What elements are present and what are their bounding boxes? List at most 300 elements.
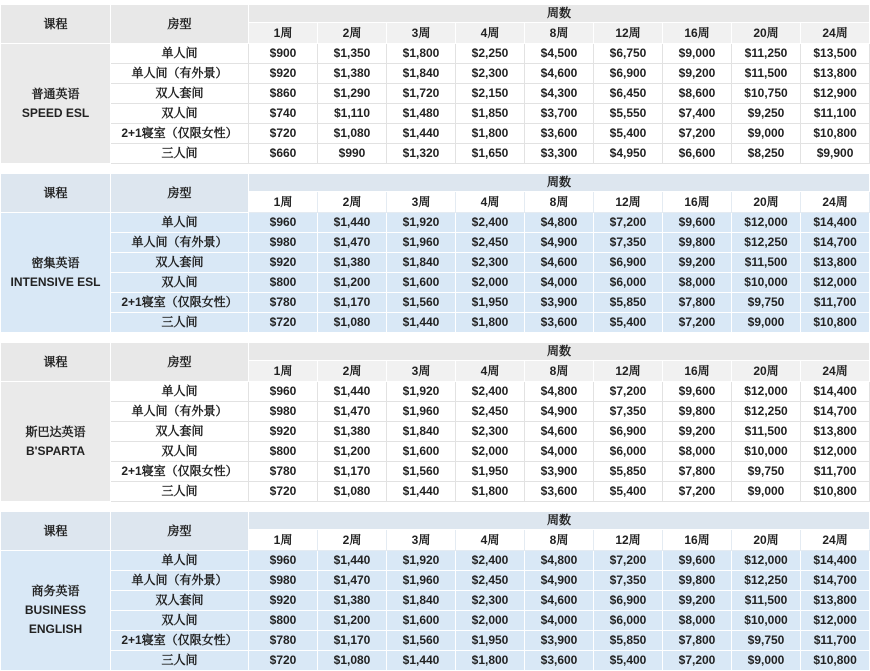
price-cell: $4,900: [525, 402, 594, 422]
price-cell: $9,750: [732, 631, 801, 651]
price-cell: $1,440: [387, 313, 456, 333]
header-row-groups: [1, 174, 870, 192]
price-cell: $10,000: [732, 611, 801, 631]
price-cell: $920: [249, 591, 318, 611]
price-cell: $1,200: [318, 611, 387, 631]
room-type-cell: 三人间: [111, 313, 249, 333]
price-cell: $1,350: [318, 44, 387, 64]
price-cell: $9,200: [663, 64, 732, 84]
price-cell: $4,900: [525, 233, 594, 253]
price-cell: $9,200: [663, 591, 732, 611]
price-cell: $1,560: [387, 293, 456, 313]
price-cell: $1,080: [318, 651, 387, 671]
course-column-header: 课程: [1, 343, 111, 382]
price-cell: $1,600: [387, 611, 456, 631]
price-cell: $1,380: [318, 591, 387, 611]
price-cell: $5,400: [594, 313, 663, 333]
price-cell: $11,100: [801, 104, 870, 124]
price-cell: $4,000: [525, 273, 594, 293]
price-cell: $2,400: [456, 382, 525, 402]
course-name-line: 斯巴达英语: [25, 424, 86, 439]
price-cell: $11,700: [801, 293, 870, 313]
price-cell: $12,000: [801, 611, 870, 631]
price-cell: $1,560: [387, 631, 456, 651]
price-cell: $11,250: [732, 44, 801, 64]
table-header: [1, 5, 870, 44]
price-cell: $9,750: [732, 462, 801, 482]
price-cell: $8,000: [663, 442, 732, 462]
table-row: [1, 611, 870, 631]
table-row: [1, 313, 870, 333]
price-cell: $4,800: [525, 213, 594, 233]
weeks-group-header: 周数: [249, 174, 870, 192]
price-cell: $9,200: [663, 422, 732, 442]
course-name-line: 密集英语: [31, 255, 80, 270]
price-table-2: [0, 173, 870, 333]
price-cell: $1,200: [318, 273, 387, 293]
price-cell: $1,380: [318, 253, 387, 273]
price-cell: $10,800: [801, 313, 870, 333]
price-cell: $3,300: [525, 144, 594, 164]
price-cell: $2,400: [456, 213, 525, 233]
course-name-line: 商务英语: [31, 584, 80, 598]
week-column-header: 3周: [387, 361, 456, 382]
price-cell: $6,900: [594, 591, 663, 611]
room-type-cell: 2+1寝室（仅限女性）: [111, 124, 249, 144]
price-cell: $2,150: [456, 84, 525, 104]
price-cell: $5,400: [594, 651, 663, 671]
week-column-header: 2周: [318, 361, 387, 382]
week-column-header: 4周: [456, 23, 525, 44]
room-type-cell: 三人间: [111, 651, 249, 671]
table-row: [1, 651, 870, 671]
price-cell: $9,000: [732, 482, 801, 502]
price-cell: $1,920: [387, 551, 456, 571]
price-cell: $740: [249, 104, 318, 124]
price-cell: $1,650: [456, 144, 525, 164]
price-cell: $4,500: [525, 44, 594, 64]
price-cell: $3,600: [525, 313, 594, 333]
price-cell: $1,960: [387, 402, 456, 422]
week-column-header: 20周: [732, 23, 801, 44]
price-cell: $1,440: [387, 651, 456, 671]
price-cell: $1,200: [318, 442, 387, 462]
price-cell: $1,440: [387, 124, 456, 144]
course-name-line: INTENSIVE ESL: [10, 274, 101, 289]
price-cell: $1,480: [387, 104, 456, 124]
price-cell: $2,450: [456, 233, 525, 253]
price-cell: $1,800: [456, 313, 525, 333]
table-row: [1, 253, 870, 273]
price-cell: $2,400: [456, 551, 525, 571]
course-name-line: B'SPARTA: [25, 443, 86, 458]
price-cell: $14,400: [801, 213, 870, 233]
price-cell: $7,400: [663, 104, 732, 124]
table-row: [1, 591, 870, 611]
room-type-cell: 双人套间: [111, 253, 249, 273]
week-column-header: 1周: [249, 361, 318, 382]
price-cell: $6,000: [594, 273, 663, 293]
course-name-line: SPEED ESL: [21, 105, 90, 120]
table-row: [1, 64, 870, 84]
price-cell: $7,200: [663, 313, 732, 333]
price-table-3: [0, 342, 870, 502]
price-cell: $2,000: [456, 442, 525, 462]
price-cell: $2,450: [456, 571, 525, 591]
price-cell: $1,800: [387, 44, 456, 64]
price-cell: $4,600: [525, 591, 594, 611]
price-cell: $12,000: [801, 273, 870, 293]
price-cell: $1,920: [387, 382, 456, 402]
week-column-header: 2周: [318, 192, 387, 213]
price-cell: $9,750: [732, 293, 801, 313]
price-cell: $920: [249, 64, 318, 84]
price-cell: $7,350: [594, 233, 663, 253]
price-cell: $800: [249, 611, 318, 631]
price-cell: $6,000: [594, 442, 663, 462]
week-column-header: 12周: [594, 530, 663, 551]
price-cell: $14,700: [801, 402, 870, 422]
week-column-header: 24周: [801, 361, 870, 382]
price-cell: $9,600: [663, 382, 732, 402]
price-cell: $1,960: [387, 571, 456, 591]
room-type-cell: 三人间: [111, 482, 249, 502]
room-type-cell: 双人间: [111, 611, 249, 631]
header-row-groups: [1, 512, 870, 530]
week-column-header: 8周: [525, 361, 594, 382]
price-cell: $12,000: [732, 213, 801, 233]
price-cell: $980: [249, 402, 318, 422]
table-row: [1, 84, 870, 104]
price-cell: $1,560: [387, 462, 456, 482]
price-cell: $8,250: [732, 144, 801, 164]
price-cell: $960: [249, 551, 318, 571]
week-column-header: 3周: [387, 530, 456, 551]
price-cell: $13,500: [801, 44, 870, 64]
price-cell: $12,250: [732, 233, 801, 253]
price-cell: $7,200: [663, 124, 732, 144]
price-cell: $7,350: [594, 571, 663, 591]
week-column-header: 12周: [594, 361, 663, 382]
price-cell: $1,720: [387, 84, 456, 104]
course-name-line: ENGLISH: [28, 622, 83, 636]
price-cell: $9,800: [663, 402, 732, 422]
room-type-cell: 单人间（有外景）: [111, 233, 249, 253]
price-cell: $3,900: [525, 631, 594, 651]
week-column-header: 8周: [525, 530, 594, 551]
price-cell: $1,470: [318, 402, 387, 422]
room-type-cell: 双人间: [111, 442, 249, 462]
price-cell: $1,950: [456, 631, 525, 651]
room-type-cell: 单人间: [111, 382, 249, 402]
price-cell: $1,170: [318, 462, 387, 482]
table-header: [1, 174, 870, 213]
price-cell: $3,600: [525, 124, 594, 144]
price-table-4: [0, 511, 870, 671]
table-row: [1, 402, 870, 422]
price-cell: $13,800: [801, 422, 870, 442]
price-cell: $14,700: [801, 233, 870, 253]
price-cell: $14,700: [801, 571, 870, 591]
price-cell: $12,900: [801, 84, 870, 104]
price-cell: $1,110: [318, 104, 387, 124]
price-cell: $4,950: [594, 144, 663, 164]
price-cell: $7,200: [594, 382, 663, 402]
table-row: [1, 482, 870, 502]
price-cell: $9,800: [663, 571, 732, 591]
price-cell: $1,320: [387, 144, 456, 164]
price-cell: $1,920: [387, 213, 456, 233]
week-column-header: 24周: [801, 192, 870, 213]
price-cell: $920: [249, 422, 318, 442]
price-cell: $6,900: [594, 64, 663, 84]
price-cell: $1,470: [318, 571, 387, 591]
price-cell: $1,440: [318, 382, 387, 402]
price-cell: $1,380: [318, 64, 387, 84]
price-cell: $1,470: [318, 233, 387, 253]
price-cell: $8,600: [663, 84, 732, 104]
price-cell: $2,300: [456, 591, 525, 611]
course-name-line: 普通英语: [31, 86, 80, 101]
price-cell: $1,850: [456, 104, 525, 124]
price-table-1: [0, 4, 870, 164]
price-cell: $13,800: [801, 591, 870, 611]
table-body: [1, 44, 870, 164]
price-cell: $980: [249, 233, 318, 253]
price-cell: $2,000: [456, 611, 525, 631]
course-name-cell: [1, 44, 111, 164]
weeks-group-header: 周数: [249, 512, 870, 530]
price-cell: $4,600: [525, 253, 594, 273]
price-cell: $7,800: [663, 462, 732, 482]
price-cell: $2,300: [456, 64, 525, 84]
weeks-group-header: 周数: [249, 5, 870, 23]
room-type-cell: 单人间: [111, 44, 249, 64]
price-cell: $12,250: [732, 402, 801, 422]
price-cell: $1,080: [318, 482, 387, 502]
price-cell: $13,800: [801, 64, 870, 84]
price-cell: $6,600: [663, 144, 732, 164]
price-cell: $1,600: [387, 273, 456, 293]
price-cell: $12,000: [801, 442, 870, 462]
table-row: [1, 462, 870, 482]
table-body: [1, 213, 870, 333]
week-column-header: 12周: [594, 23, 663, 44]
price-cell: $800: [249, 442, 318, 462]
table-row: [1, 571, 870, 591]
course-column-header: 课程: [1, 512, 111, 551]
price-cell: $1,440: [318, 551, 387, 571]
week-column-header: 20周: [732, 361, 801, 382]
table-row: [1, 213, 870, 233]
table-header: [1, 512, 870, 551]
week-column-header: 24周: [801, 530, 870, 551]
price-cell: $6,750: [594, 44, 663, 64]
price-cell: $1,600: [387, 442, 456, 462]
week-column-header: 16周: [663, 23, 732, 44]
price-cell: $720: [249, 482, 318, 502]
room-type-cell: 双人间: [111, 104, 249, 124]
week-column-header: 4周: [456, 530, 525, 551]
price-cell: $660: [249, 144, 318, 164]
price-cell: $10,000: [732, 442, 801, 462]
price-cell: $9,800: [663, 233, 732, 253]
room-type-cell: 单人间（有外景）: [111, 402, 249, 422]
table-row: [1, 44, 870, 64]
week-column-header: 24周: [801, 23, 870, 44]
room-column-header: 房型: [111, 343, 249, 382]
price-cell: $4,600: [525, 422, 594, 442]
price-cell: $11,700: [801, 631, 870, 651]
price-cell: $1,800: [456, 651, 525, 671]
room-type-cell: 单人间（有外景）: [111, 571, 249, 591]
price-cell: $9,900: [801, 144, 870, 164]
price-cell: $11,700: [801, 462, 870, 482]
price-cell: $9,200: [663, 253, 732, 273]
table-row: [1, 422, 870, 442]
week-column-header: 16周: [663, 192, 732, 213]
course-name-cell: [1, 551, 111, 671]
price-cell: $7,200: [594, 551, 663, 571]
price-cell: $4,300: [525, 84, 594, 104]
price-cell: $6,450: [594, 84, 663, 104]
week-column-header: 2周: [318, 530, 387, 551]
price-cell: $860: [249, 84, 318, 104]
price-cell: $720: [249, 124, 318, 144]
week-column-header: 20周: [732, 530, 801, 551]
room-type-cell: 2+1寝室（仅限女性）: [111, 462, 249, 482]
table-row: [1, 144, 870, 164]
week-column-header: 4周: [456, 192, 525, 213]
room-column-header: 房型: [111, 5, 249, 44]
price-cell: $7,200: [594, 213, 663, 233]
price-cell: $990: [318, 144, 387, 164]
price-cell: $1,840: [387, 64, 456, 84]
price-cell: $7,200: [663, 651, 732, 671]
week-column-header: 1周: [249, 530, 318, 551]
price-cell: $2,250: [456, 44, 525, 64]
price-cell: $900: [249, 44, 318, 64]
weeks-group-header: 周数: [249, 343, 870, 361]
price-cell: $3,900: [525, 293, 594, 313]
table-header: [1, 343, 870, 382]
price-cell: $1,170: [318, 631, 387, 651]
price-cell: $1,840: [387, 422, 456, 442]
price-cell: $960: [249, 382, 318, 402]
price-cell: $9,000: [732, 651, 801, 671]
price-cell: $780: [249, 631, 318, 651]
week-column-header: 8周: [525, 192, 594, 213]
price-cell: $2,450: [456, 402, 525, 422]
price-cell: $1,960: [387, 233, 456, 253]
price-cell: $2,300: [456, 253, 525, 273]
table-body: [1, 382, 870, 502]
price-cell: $780: [249, 293, 318, 313]
price-cell: $14,400: [801, 551, 870, 571]
table-row: [1, 124, 870, 144]
room-type-cell: 双人套间: [111, 591, 249, 611]
price-cell: $1,080: [318, 313, 387, 333]
header-row-groups: [1, 343, 870, 361]
table-row: [1, 442, 870, 462]
week-column-header: 8周: [525, 23, 594, 44]
price-cell: $7,350: [594, 402, 663, 422]
room-type-cell: 双人间: [111, 273, 249, 293]
table-row: [1, 233, 870, 253]
price-cell: $1,800: [456, 482, 525, 502]
course-column-header: 课程: [1, 5, 111, 44]
price-cell: $1,440: [318, 213, 387, 233]
price-cell: $5,400: [594, 482, 663, 502]
price-cell: $9,600: [663, 551, 732, 571]
price-cell: $720: [249, 313, 318, 333]
room-type-cell: 单人间: [111, 213, 249, 233]
price-cell: $9,600: [663, 213, 732, 233]
price-cell: $720: [249, 651, 318, 671]
price-cell: $7,800: [663, 631, 732, 651]
price-cell: $780: [249, 462, 318, 482]
price-cell: $3,600: [525, 651, 594, 671]
price-cell: $4,900: [525, 571, 594, 591]
price-cell: $3,900: [525, 462, 594, 482]
price-cell: $5,850: [594, 293, 663, 313]
price-cell: $4,600: [525, 64, 594, 84]
week-column-header: 16周: [663, 361, 732, 382]
course-name-line: BUSINESS: [24, 603, 87, 617]
price-cell: $1,840: [387, 591, 456, 611]
course-name-cell: [1, 213, 111, 333]
price-cell: $3,700: [525, 104, 594, 124]
price-cell: $13,800: [801, 253, 870, 273]
price-cell: $2,000: [456, 273, 525, 293]
price-cell: $6,900: [594, 422, 663, 442]
room-type-cell: 2+1寝室（仅限女性）: [111, 293, 249, 313]
price-cell: $8,000: [663, 273, 732, 293]
price-cell: $7,800: [663, 293, 732, 313]
price-cell: $11,500: [732, 64, 801, 84]
price-cell: $12,000: [732, 551, 801, 571]
price-cell: $7,200: [663, 482, 732, 502]
room-type-cell: 单人间: [111, 551, 249, 571]
price-cell: $1,170: [318, 293, 387, 313]
course-name-cell: [1, 382, 111, 502]
price-cell: $920: [249, 253, 318, 273]
table-row: [1, 382, 870, 402]
price-cell: $6,000: [594, 611, 663, 631]
week-column-header: 1周: [249, 192, 318, 213]
price-cell: $3,600: [525, 482, 594, 502]
course-column-header: 课程: [1, 174, 111, 213]
room-type-cell: 双人套间: [111, 84, 249, 104]
price-cell: $10,750: [732, 84, 801, 104]
price-cell: $960: [249, 213, 318, 233]
table-row: [1, 273, 870, 293]
price-cell: $1,800: [456, 124, 525, 144]
price-cell: $11,500: [732, 591, 801, 611]
room-type-cell: 双人套间: [111, 422, 249, 442]
price-cell: $8,000: [663, 611, 732, 631]
room-type-cell: 单人间（有外景）: [111, 64, 249, 84]
price-cell: $1,950: [456, 293, 525, 313]
room-type-cell: 三人间: [111, 144, 249, 164]
price-cell: $4,800: [525, 551, 594, 571]
price-cell: $11,500: [732, 422, 801, 442]
price-cell: $9,000: [732, 124, 801, 144]
price-cell: $1,380: [318, 422, 387, 442]
price-cell: $5,850: [594, 462, 663, 482]
week-column-header: 20周: [732, 192, 801, 213]
table-row: [1, 551, 870, 571]
